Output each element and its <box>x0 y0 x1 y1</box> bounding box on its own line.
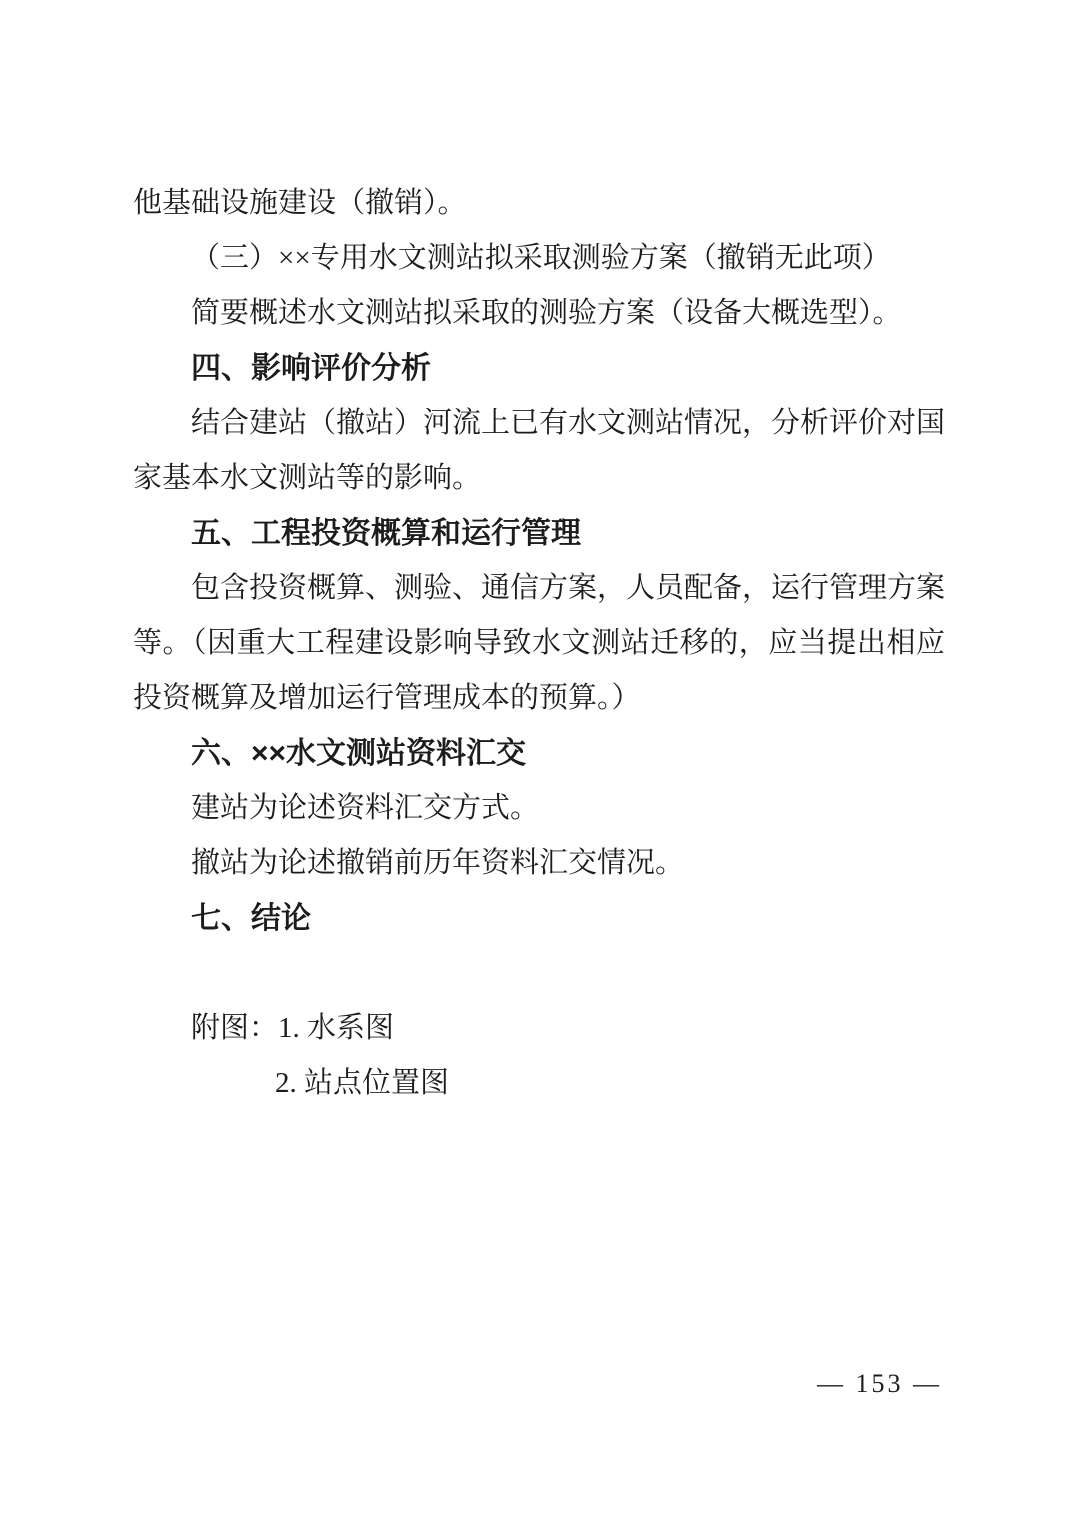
attachment-list-item-1: 附图：1. 水系图 <box>191 1012 395 1044</box>
body-line: 建站为论述资料汇交方式。 <box>191 792 540 824</box>
heading-section-4: 四、影响评价分析 <box>191 352 431 385</box>
body-line-continuation: 等。（因重大工程建设影响导致水文测站迁移的，应当提出相应 <box>133 627 945 659</box>
attachment-list-item-2: 2. 站点位置图 <box>275 1067 450 1099</box>
body-line-continuation: 他基础设施建设（撤销）。 <box>133 187 467 219</box>
heading-section-5: 五、工程投资概算和运行管理 <box>191 517 581 550</box>
body-line: 结合建站（撤站）河流上已有水文测站情况，分析评价对国 <box>191 407 945 439</box>
body-line-continuation: 家基本水文测站等的影响。 <box>133 462 482 494</box>
body-line-continuation: 投资概算及增加运行管理成本的预算。） <box>133 682 641 714</box>
body-line: 撤站为论述撤销前历年资料汇交情况。 <box>191 847 685 879</box>
page-number: — 153 — <box>817 1369 942 1398</box>
subheading-section-3: （三）××专用水文测站拟采取测验方案（撤销无此项） <box>191 242 891 274</box>
body-line: 简要概述水文测站拟采取的测验方案（设备大概选型）。 <box>191 297 902 329</box>
body-line: 包含投资概算、测验、通信方案，人员配备，运行管理方案 <box>191 572 945 604</box>
heading-section-6: 六、××水文测站资料汇交 <box>191 737 527 770</box>
heading-section-7: 七、结论 <box>191 902 311 935</box>
blank-line <box>133 946 945 1001</box>
document-body <box>133 176 945 1111</box>
